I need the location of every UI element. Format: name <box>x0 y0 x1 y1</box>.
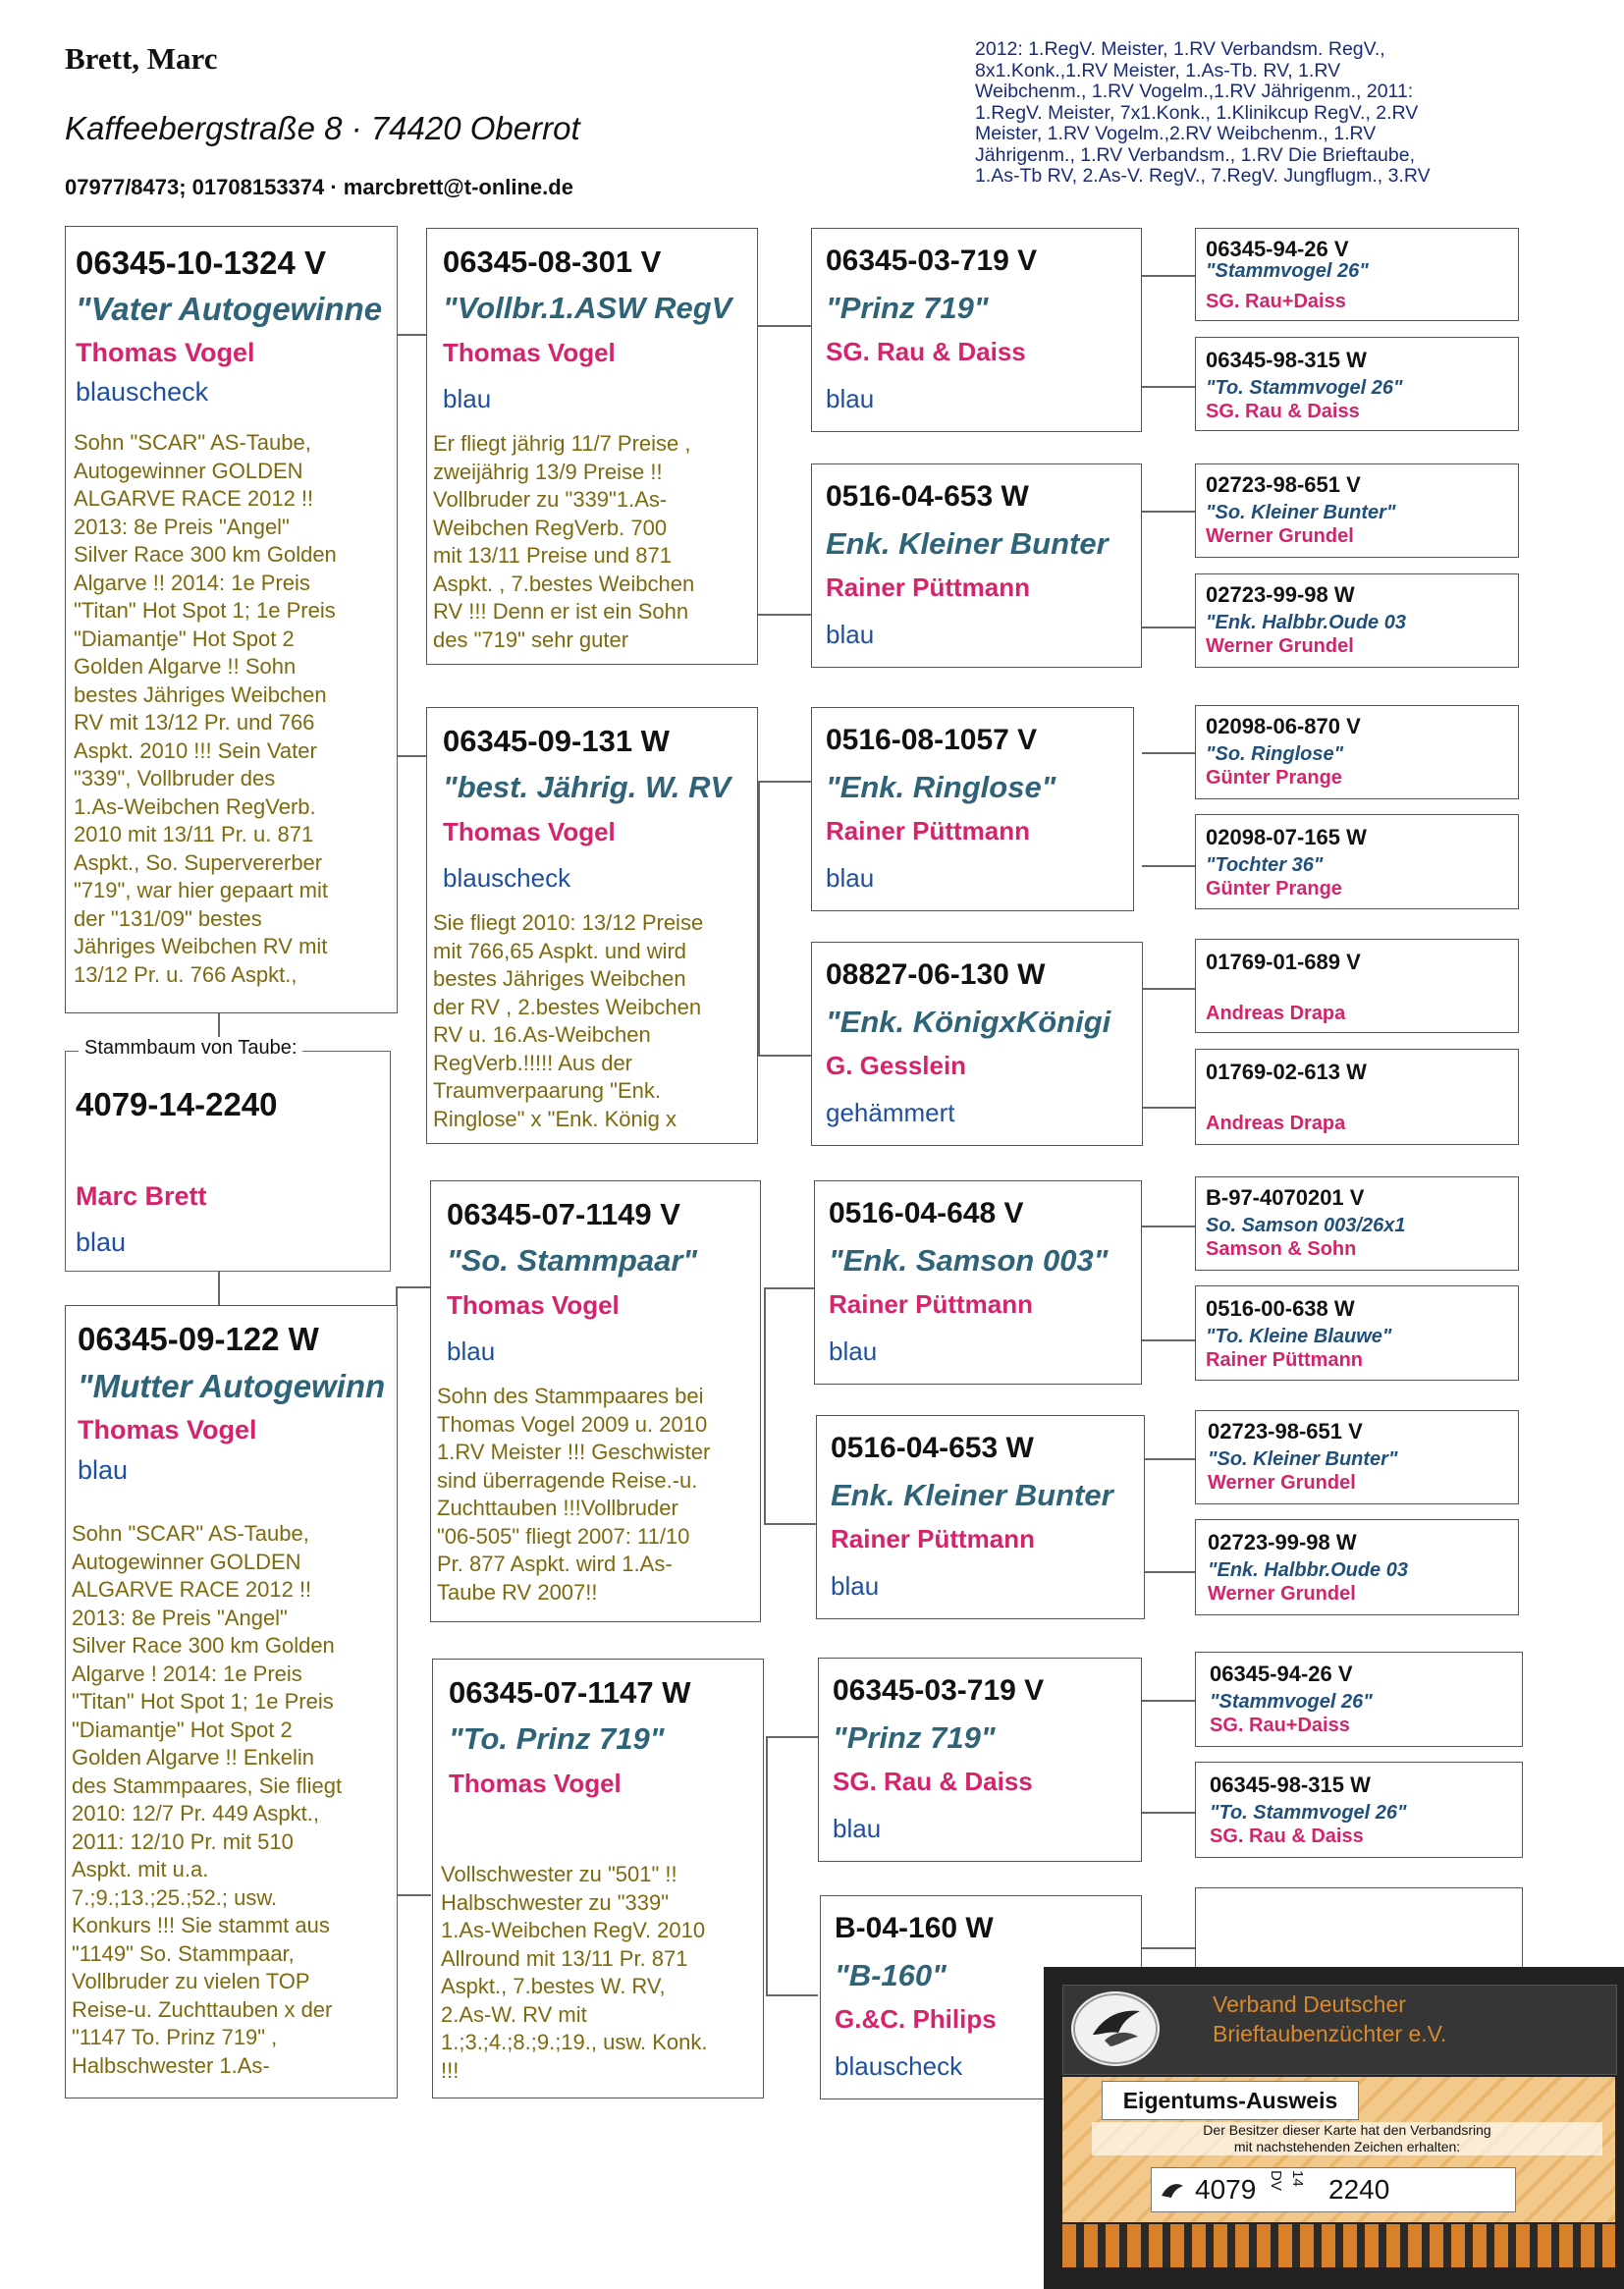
ring-number: 02723-98-651 V <box>1208 1419 1363 1444</box>
card-text: Der Besitzer dieser Karte hat den Verbandsring mit nachstehenden Zeichen erhalten: <box>1092 2122 1602 2155</box>
gg-grandparent-card[interactable] <box>1195 1652 1523 1747</box>
performance-note: Sohn des Stammpaares bei Thomas Vogel 2009 u. 2010 1.RV Meister !!! Geschwister sind überragende Reise.-u. Zuchttauben !!!Vollbruder "06-505" fliegt 2007: 11/10 Pr. 877 Aspkt. wird 1.As- Taube RV 2007!! <box>437 1384 711 1605</box>
breeder: Rainer Püttmann <box>826 572 1031 602</box>
achievement-line: 2012: 1.RegV. Meister, 1.RV Verbandsm. RegV., <box>975 38 1385 60</box>
pigeon-name: "Prinz 719" <box>833 1720 996 1755</box>
gg-grandparent-card[interactable] <box>1195 1049 1519 1145</box>
breeder: Thomas Vogel <box>443 338 616 367</box>
ring-number: B-97-4070201 V <box>1206 1185 1365 1210</box>
color: gehämmert <box>826 1098 955 1127</box>
gg-grandparent-card[interactable] <box>1195 939 1519 1033</box>
color: blau <box>826 863 875 893</box>
breeder: Thomas Vogel <box>443 817 616 846</box>
achievement-line: 1.RegV. Meister, 7x1.Konk., 1.Klinikcup RegV., 2.RV <box>975 101 1419 124</box>
ring-number: 02723-99-98 W <box>1208 1530 1357 1554</box>
gg-grandparent-card[interactable] <box>1195 1285 1519 1381</box>
ring-number: 0516-00-638 W <box>1206 1296 1355 1321</box>
ring-number: 0516-04-653 W <box>826 480 1029 513</box>
breeder: Thomas Vogel <box>78 1415 257 1444</box>
pigeon-name: So. Samson 003/26x1 <box>1206 1215 1406 1236</box>
pedigree-legend: Stammbaum von Taube: <box>79 1037 302 1060</box>
breeder-name: Brett, Marc <box>65 41 218 76</box>
ring-number: 02723-99-98 W <box>1206 582 1355 607</box>
subject-card[interactable] <box>65 1051 391 1272</box>
breeder: Andreas Drapa <box>1206 1003 1346 1024</box>
gg-grandparent-card[interactable] <box>1195 1519 1519 1615</box>
color: blau <box>78 1455 129 1485</box>
subject-breeder: Marc Brett <box>76 1181 207 1211</box>
breeder: Rainer Püttmann <box>829 1289 1034 1319</box>
badge-icon <box>1160 2178 1185 2202</box>
breeder: Rainer Püttmann <box>1206 1349 1364 1371</box>
color: blauscheck <box>76 377 209 407</box>
achievement-line: 1.As-Tb RV, 2.As-V. RegV., 7.RegV. Jungflugm., 3.RV <box>975 165 1431 187</box>
pigeon-name: "Mutter Autogewinn <box>78 1368 386 1404</box>
pigeon-name: "Vater Autogewinne <box>76 291 383 327</box>
breeder: SG. Rau+Daiss <box>1210 1715 1350 1736</box>
breeder: Samson & Sohn <box>1206 1238 1357 1260</box>
gg-grandparent-card[interactable] <box>1195 705 1519 799</box>
color: blau <box>833 1814 882 1843</box>
breeder-address: Kaffeebergstraße 8 · 74420 Oberrot <box>65 110 580 146</box>
color: blau <box>829 1336 878 1366</box>
breeder: SG. Rau & Daiss <box>1210 1826 1364 1847</box>
subject-ring: 4079-14-2240 <box>76 1086 278 1122</box>
pigeon-name: "best. Jährig. W. RV <box>443 770 731 804</box>
great-grandparent-card[interactable] <box>814 1180 1142 1385</box>
ring-number: 06345-94-26 V <box>1210 1662 1353 1686</box>
great-grandparent-card[interactable] <box>816 1415 1145 1619</box>
grandparent-card[interactable] <box>426 707 758 1144</box>
color: blau <box>443 384 492 413</box>
ring-number: 02723-98-651 V <box>1206 472 1361 497</box>
card-org-line2: Brieftaubenzüchter e.V. <box>1213 2021 1447 2046</box>
card-title: Eigentums-Ausweis <box>1102 2081 1359 2120</box>
pigeon-name: "To. Stammvogel 26" <box>1206 377 1403 399</box>
performance-note: Er fliegt jährig 11/7 Preise , zweijährig 13/9 Preise !! Vollbruder zu "339"1.As- Weibchen RegVerb. 700 mit 13/11 Preise und 871 Aspkt. , 7.bestes Weibchen RV !!! Denn er ist ein Sohn des "719" sehr guter <box>433 431 695 652</box>
card-header <box>1062 1985 1617 2075</box>
ring-number: 0516-08-1057 V <box>826 724 1038 756</box>
ring-number: 06345-09-131 W <box>443 724 670 758</box>
breeder: Rainer Püttmann <box>831 1524 1036 1553</box>
breeder: Günter Prange <box>1206 767 1342 789</box>
breeder: Rainer Püttmann <box>826 816 1031 845</box>
ring-number: 06345-98-315 W <box>1210 1772 1371 1797</box>
pigeon-name: "Stammvogel 26" <box>1206 260 1369 282</box>
color: blauscheck <box>443 863 571 893</box>
great-grandparent-card[interactable] <box>811 463 1142 668</box>
breeder: Günter Prange <box>1206 878 1342 899</box>
ring-number: 06345-94-26 V <box>1206 237 1349 261</box>
pigeon-name: "Enk. Samson 003" <box>829 1243 1109 1278</box>
breeder: Andreas Drapa <box>1206 1113 1346 1134</box>
gg-grandparent-card[interactable] <box>1195 1176 1519 1271</box>
mother-card[interactable] <box>65 1305 398 2098</box>
ring-number: 0516-04-648 V <box>829 1197 1024 1229</box>
ring-number: 08827-06-130 W <box>826 958 1046 991</box>
pigeon-name: "Enk. Halbbr.Oude 03 <box>1206 612 1406 633</box>
pigeon-name: "So. Kleiner Bunter" <box>1208 1448 1398 1470</box>
ownership-card <box>1044 1967 1624 2289</box>
breeder: SG. Rau & Daiss <box>833 1767 1033 1796</box>
pigeon-name: Enk. Kleiner Bunter <box>831 1478 1113 1512</box>
card-year: 14 <box>1289 2170 1306 2187</box>
pigeon-name: "To. Stammvogel 26" <box>1210 1802 1407 1824</box>
color: blau <box>831 1571 880 1601</box>
gg-grandparent-card[interactable] <box>1195 337 1519 431</box>
great-grandparent-card[interactable] <box>811 942 1143 1146</box>
pigeon-name: "So. Kleiner Bunter" <box>1206 502 1396 523</box>
pigeon-name: "Stammvogel 26" <box>1210 1691 1373 1713</box>
pigeon-name: "Tochter 36" <box>1206 854 1324 876</box>
ring-code-box <box>1151 2167 1516 2212</box>
ring-number: 06345-03-719 V <box>826 245 1038 277</box>
gg-grandparent-card[interactable] <box>1195 463 1519 558</box>
grandparent-card[interactable] <box>432 1659 764 2098</box>
gg-grandparent-card[interactable] <box>1195 814 1519 909</box>
breeder: Werner Grundel <box>1206 635 1354 657</box>
color: blauscheck <box>835 2051 963 2081</box>
great-grandparent-card[interactable] <box>811 707 1134 911</box>
achievement-line: Jährigenm., 1.RV Verbandsm., 1.RV Die Brieftaube, <box>975 143 1416 166</box>
ring-number: B-04-160 W <box>835 1912 994 1944</box>
ring-number: 06345-09-122 W <box>78 1321 319 1357</box>
breeder: Werner Grundel <box>1208 1472 1356 1494</box>
pigeon-name: Enk. Kleiner Bunter <box>826 526 1109 561</box>
achievement-line: Weibchenm., 1.RV Vogelm.,1.RV Jährigenm., 2011: <box>975 81 1414 102</box>
breeder: SG. Rau & Daiss <box>826 337 1026 366</box>
gg-grandparent-card[interactable] <box>1195 1410 1519 1504</box>
great-grandparent-card[interactable] <box>818 1658 1142 1862</box>
color: blau <box>447 1336 496 1366</box>
pigeon-name: "Enk. Ringlose" <box>826 770 1056 804</box>
pigeon-logo-icon <box>1071 1991 1160 2066</box>
card-ring-number: 2240 <box>1328 2174 1390 2205</box>
card-body <box>1062 2077 1615 2222</box>
ring-number: 0516-04-653 W <box>831 1432 1034 1464</box>
breeder: Thomas Vogel <box>76 338 255 367</box>
card-club-number: 4079 <box>1195 2174 1257 2205</box>
breeder: SG. Rau+Daiss <box>1206 291 1346 312</box>
breeder: Werner Grundel <box>1206 525 1354 547</box>
gg-grandparent-card[interactable] <box>1195 228 1519 321</box>
card-org-line1: Verband Deutscher <box>1213 1991 1406 2017</box>
color: blau <box>826 620 875 649</box>
subject-color: blau <box>76 1227 127 1257</box>
ring-number: 02098-07-165 W <box>1206 825 1367 849</box>
pigeon-name: "Prinz 719" <box>826 291 989 325</box>
ring-number: 06345-07-1149 V <box>447 1197 680 1231</box>
breeder: Thomas Vogel <box>449 1769 622 1798</box>
ring-number: 01769-02-613 W <box>1206 1060 1367 1084</box>
ring-number: 06345-07-1147 W <box>449 1675 691 1710</box>
grandparent-card[interactable] <box>426 228 758 665</box>
ring-number: 02098-06-870 V <box>1206 714 1361 738</box>
breeder: SG. Rau & Daiss <box>1206 401 1360 422</box>
breeder: Thomas Vogel <box>447 1290 620 1320</box>
pigeon-name: "To. Prinz 719" <box>449 1721 665 1756</box>
pigeon-name: "To. Kleine Blauwe" <box>1206 1326 1392 1347</box>
achievement-line: 8x1.Konk.,1.RV Meister, 1.As-Tb. RV, 1.RV <box>975 59 1341 82</box>
ring-number: 06345-10-1324 V <box>76 245 327 281</box>
color: blau <box>826 384 875 413</box>
card-ornament-band <box>1062 2224 1615 2267</box>
father-card[interactable] <box>65 226 398 1013</box>
card-dv-code: DV <box>1268 2170 1284 2191</box>
performance-note: Sohn "SCAR" AS-Taube, Autogewinner GOLDEN ALGARVE RACE 2012 !! 2013: 8e Preis "Angel" Silver Race 300 km Golden Algarve ! 2014: 1e Preis "Titan" Hot Spot 1; 1e Preis "Diamantje" Hot Spot 2 Golden Algarve !! Enkelin des Stammpaares, Sie fliegt 2010: 12/7 Pr. 449 Aspkt., 2011: 12/10 Pr. mit 510 Aspkt. mit u.a. 7.;9.;13.;25.;52.; usw. Konkurs !!! Sie stammt aus "1149" So. Stammpaar, Vollbruder zu vielen TOP Reise-u. Zuchttauben x der "1147 To. Prinz 719" , Halbschwester 1.As- <box>72 1521 343 2078</box>
ring-number: 01769-01-689 V <box>1206 950 1361 974</box>
gg-grandparent-card[interactable] <box>1195 1762 1523 1858</box>
breeder: Werner Grundel <box>1208 1583 1356 1605</box>
breeder-contact: 07977/8473; 01708153374 · marcbrett@t-online.de <box>65 175 573 199</box>
pigeon-name: "Vollbr.1.ASW RegV <box>443 291 732 325</box>
breeder: G.&C. Philips <box>835 2004 997 2034</box>
pigeon-name: "B-160" <box>835 1958 947 1992</box>
great-grandparent-card[interactable] <box>811 228 1142 432</box>
achievement-line: Meister, 1.RV Vogelm.,2.RV Weibchenm., 1.RV <box>975 123 1377 144</box>
achievements-block <box>975 39 1525 188</box>
pigeon-name: "So. Ringlose" <box>1206 743 1344 765</box>
pigeon-name: "Enk. KönigxKönigi <box>826 1005 1111 1039</box>
performance-note: Sie fliegt 2010: 13/12 Preise mit 766,65 Aspkt. und wird bestes Jähriges Weibchen der RV , 2.bestes Weibchen RV u. 16.As-Weibchen RegVerb.!!!!! Aus der Traumverpaarung "Enk. Ringlose" x "Enk. König x <box>433 910 704 1131</box>
ring-number: 06345-98-315 W <box>1206 348 1367 372</box>
performance-note: Sohn "SCAR" AS-Taube, Autogewinner GOLDEN ALGARVE RACE 2012 !! 2013: 8e Preis "Angel" Silver Race 300 km Golden Algarve !! 2014: 1e Preis "Titan" Hot Spot 1; 1e Preis "Diamantje" Hot Spot 2 Golden Algarve !! Sohn bestes Jähriges Weibchen RV mit 13/12 Pr. und 766 Aspkt. 2010 !!! Sein Vater "339", Vollbruder des 1.As-Weibchen RegVerb. 2010 mit 13/11 Pr. u. 871 Aspkt., So. Supervererber "719", war hier gepaart mit der "131/09" bestes Jähriges Weibchen RV mit 13/12 Pr. u. 766 Aspkt., <box>74 430 337 987</box>
performance-note: Vollschwester zu "501" !! Halbschwester zu "339" 1.As-Weibchen RegV. 2010 Allround mit 13/11 Pr. 871 Aspkt., 7.bestes W. RV, 2.As-W. RV mit 1.;3.;4.;8.;9.;19., usw. Konk. !!! <box>441 1862 708 2083</box>
pigeon-name: "So. Stammpaar" <box>447 1243 698 1278</box>
ring-number: 06345-03-719 V <box>833 1674 1045 1707</box>
gg-grandparent-card[interactable] <box>1195 573 1519 668</box>
ring-number: 06345-08-301 V <box>443 245 662 279</box>
breeder: G. Gesslein <box>826 1051 967 1080</box>
grandparent-card[interactable] <box>430 1180 761 1622</box>
pigeon-name: "Enk. Halbbr.Oude 03 <box>1208 1559 1408 1581</box>
